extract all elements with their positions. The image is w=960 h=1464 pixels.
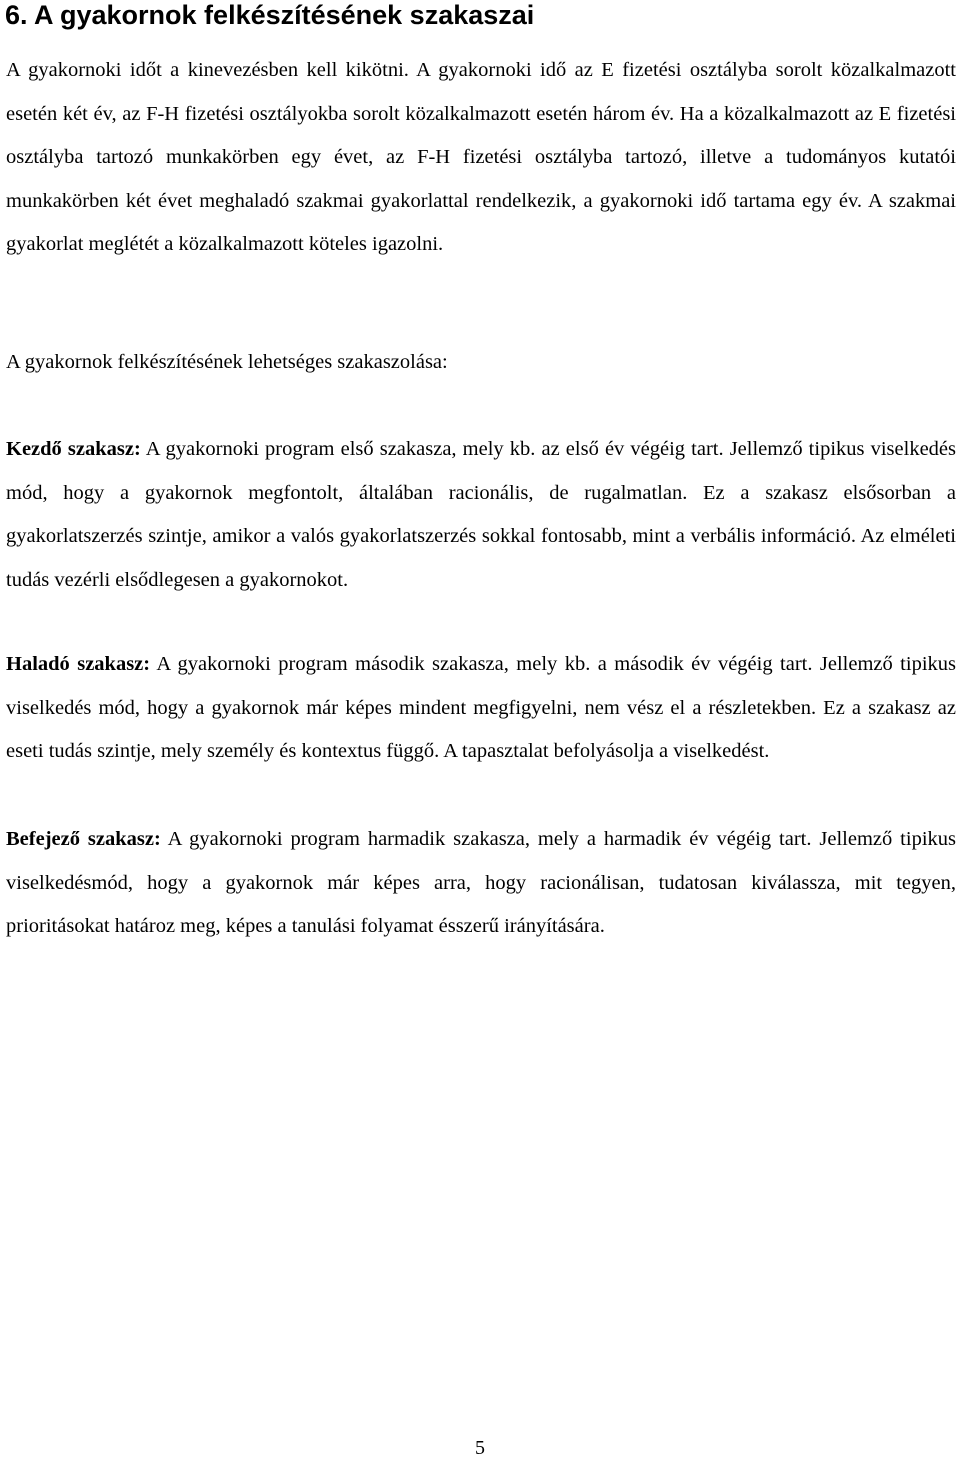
phase-description: A gyakornoki program első szakasza, mely kb. az első év végéig tart. Jellemző tipikus viselkedés mód, hogy a gyakornok megfontolt, általában racionális, de rugalmatlan. Ez a szakasz elsősorban a gyakorlatszerzés szintje, amikor a valós gyakorlatszerzés sokkal fontosabb, mint a verbális információ. Az elméleti tudás vezérli elsődlegesen a gyakornokot. xyxy=(6,438,956,591)
page-number: 5 xyxy=(475,1437,485,1459)
phase-description: A gyakornoki program harmadik szakasza, mely a harmadik év végéig tart. Jellemző tipikus viselkedésmód, hogy a gyakornok már képes arra, hogy racionálisan, tudatosan kiválassza, mit tegyen, prioritásokat határoz meg, képes a tanulási folyamat ésszerű irányítására. xyxy=(6,828,956,938)
phase-paragraph-advanced xyxy=(6,643,956,774)
phase-paragraph-final xyxy=(6,818,956,949)
phase-paragraph-beginner xyxy=(6,428,956,602)
phase-term: Kezdő szakasz: xyxy=(6,438,141,460)
section-heading: 6. A gyakornok felkészítésének szakaszai xyxy=(5,0,535,30)
phase-description: A gyakornoki program második szakasza, mely kb. a második év végéig tart. Jellemző tipikus viselkedés mód, hogy a gyakornok már képes mindent megfigyelni, nem vész el a részletekben. Ez a szakasz az eseti tudás szintje, mely személy és kontextus függő. A tapasztalat befolyásolja a viselkedést. xyxy=(6,653,956,763)
phase-term: Befejező szakasz: xyxy=(6,828,161,850)
lead-paragraph: A gyakornoki időt a kinevezésben kell kikötni. A gyakornoki idő az E fizetési osztályba sorolt közalkalmazott esetén két év, az F-H fizetési osztályokba sorolt közalkalmazott esetén három év. Ha a közalkalmazott az E fizetési osztályba tartozó munkakörben egy évet, az F-H fizetési osztályba tartozó, illetve a tudományos kutatói munkakörben két évet meghaladó szakmai gyakorlattal rendelkezik, a gyakornoki idő tartama egy év. A szakmai gyakorlat meglétét a közalkalmazott köteles igazolni. xyxy=(6,59,956,256)
phase-term: Haladó szakasz: xyxy=(6,653,151,675)
phases-intro: A gyakornok felkészítésének lehetséges szakaszolása: xyxy=(6,351,448,373)
